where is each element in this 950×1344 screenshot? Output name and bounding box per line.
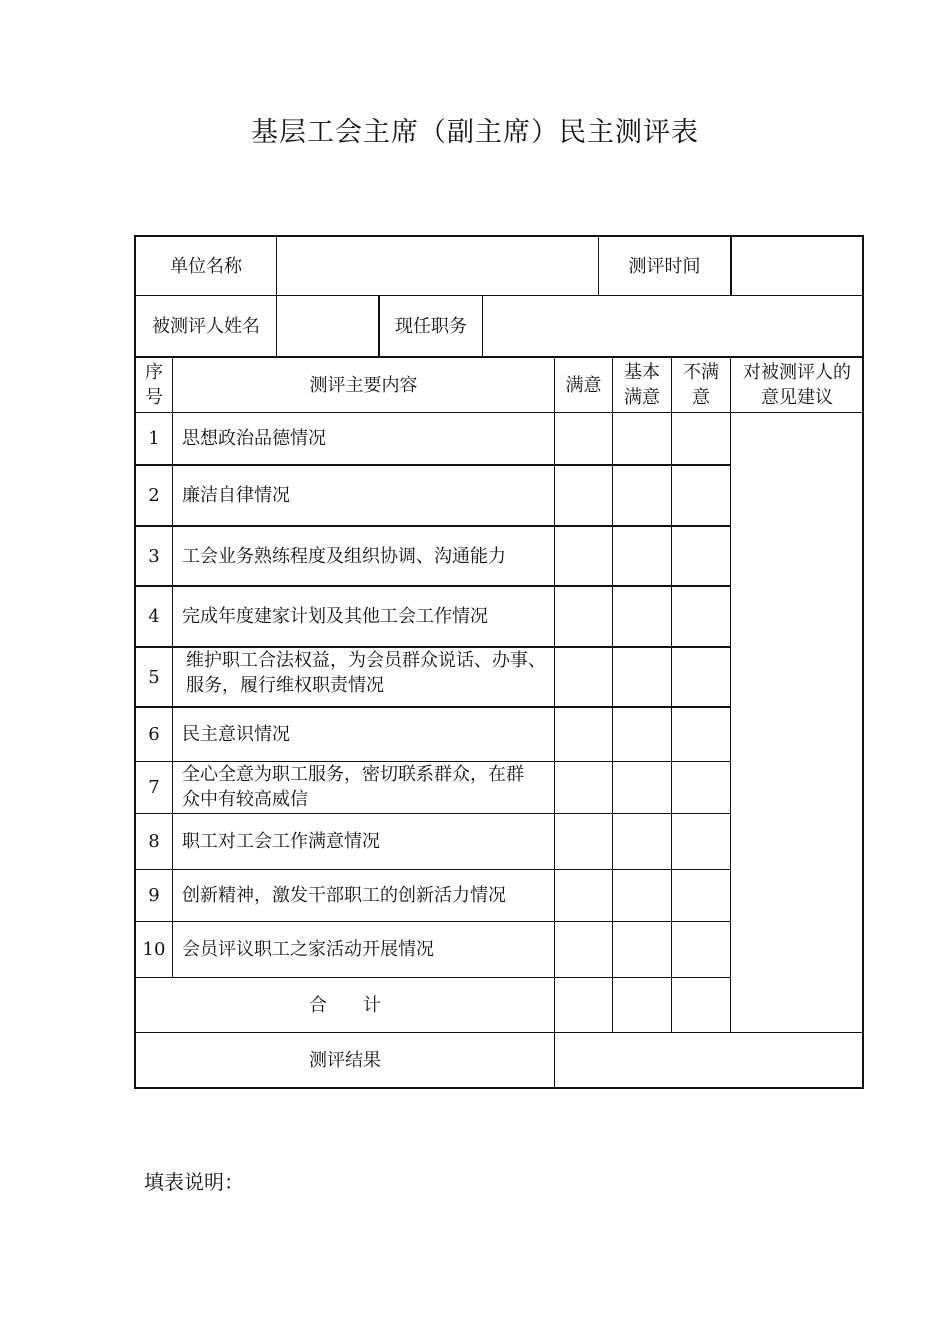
header-basic-line1: 基本 xyxy=(624,362,660,383)
rating-satisfied-cell[interactable] xyxy=(555,587,612,646)
rating-satisfied-cell[interactable] xyxy=(555,466,612,525)
header-unsat-line1: 不满 xyxy=(683,362,719,383)
rating-basic-cell[interactable] xyxy=(613,587,671,646)
row-content-text: 完成年度建家计划及其他工会工作情况 xyxy=(182,606,488,627)
evaluation-time-field[interactable] xyxy=(732,237,862,295)
row-content-text: 职工对工会工作满意情况 xyxy=(182,831,380,852)
row-number: 9 xyxy=(148,885,160,906)
current-position-field[interactable] xyxy=(483,296,862,356)
rating-basic-cell[interactable] xyxy=(613,708,671,761)
rating-unsatisfied-cell[interactable] xyxy=(672,413,730,464)
rating-satisfied-cell[interactable] xyxy=(555,527,612,585)
row-content xyxy=(173,413,554,464)
rating-unsatisfied-cell[interactable] xyxy=(672,527,730,585)
rating-satisfied-cell[interactable] xyxy=(555,870,612,921)
rating-satisfied-cell[interactable] xyxy=(555,648,612,706)
total-label: 合 计 xyxy=(309,994,381,1016)
header-seq-line1: 序 xyxy=(145,362,163,383)
row-number: 5 xyxy=(148,666,160,688)
rating-basic-cell[interactable] xyxy=(613,527,671,585)
row-number: 7 xyxy=(148,777,160,798)
row-content xyxy=(173,708,554,761)
rating-satisfied-cell[interactable] xyxy=(555,708,612,761)
row-number: 1 xyxy=(148,428,160,449)
row-content-line2: 众中有较高威信 xyxy=(182,789,308,810)
row-content-text: 创新精神，激发干部职工的创新活力情况 xyxy=(182,885,506,906)
table-border-right xyxy=(862,235,864,1089)
evaluation-time-label: 测评时间 xyxy=(628,255,701,277)
row-number: 3 xyxy=(148,545,160,567)
rating-satisfied-cell[interactable] xyxy=(555,922,612,977)
rating-unsatisfied-cell[interactable] xyxy=(672,814,730,869)
row-number: 4 xyxy=(148,606,160,627)
row-content-text: 会员评议职工之家活动开展情况 xyxy=(182,939,434,960)
row-content-text: 思想政治品德情况 xyxy=(182,428,326,449)
total-satisfied-cell[interactable] xyxy=(555,978,612,1032)
rating-satisfied-cell[interactable] xyxy=(555,762,612,813)
rating-basic-cell[interactable] xyxy=(613,762,671,813)
header-seq xyxy=(136,358,172,412)
row-content-text: 工会业务熟练程度及组织协调、沟通能力 xyxy=(182,545,506,567)
rating-unsatisfied-cell[interactable] xyxy=(672,870,730,921)
rating-basic-cell[interactable] xyxy=(613,870,671,921)
unit-name-field[interactable] xyxy=(277,237,598,295)
rating-basic-cell[interactable] xyxy=(613,466,671,525)
table-border-bottom xyxy=(134,1087,864,1089)
rating-basic-cell[interactable] xyxy=(613,648,671,706)
row-content-line1: 全心全意为职工服务，密切联系群众，在群 xyxy=(182,764,524,785)
header-satisfied: 满意 xyxy=(565,374,602,396)
header-advice xyxy=(732,358,862,412)
total-unsatisfied-cell[interactable] xyxy=(672,978,730,1032)
row-content-text: 民主意识情况 xyxy=(182,724,290,745)
rating-unsatisfied-cell[interactable] xyxy=(672,762,730,813)
row-number: 2 xyxy=(148,485,160,506)
rating-unsatisfied-cell[interactable] xyxy=(672,466,730,525)
total-basic-cell[interactable] xyxy=(613,978,671,1032)
rating-unsatisfied-cell[interactable] xyxy=(672,587,730,646)
header-basic-satisfied xyxy=(613,358,671,412)
advice-field[interactable] xyxy=(731,413,862,1032)
row-content xyxy=(173,648,554,706)
row-content xyxy=(173,870,554,921)
row-content xyxy=(173,527,554,585)
header-unsatisfied xyxy=(672,358,730,412)
row-number: 8 xyxy=(148,831,160,852)
header-basic-line2: 满意 xyxy=(624,387,660,408)
row-content xyxy=(173,762,554,813)
header-seq-line2: 号 xyxy=(145,387,163,408)
rating-basic-cell[interactable] xyxy=(613,814,671,869)
header-advice-line1: 对被测评人的 xyxy=(743,362,851,383)
form-instructions-label: 填表说明： xyxy=(144,1170,244,1194)
header-advice-line2: 意见建议 xyxy=(761,387,833,408)
row-content xyxy=(173,587,554,646)
row-content xyxy=(173,466,554,525)
evaluatee-name-label: 被测评人姓名 xyxy=(152,315,260,337)
row-content-line2: 服务，履行维权职责情况 xyxy=(186,675,384,696)
result-label: 测评结果 xyxy=(309,1049,381,1071)
rating-satisfied-cell[interactable] xyxy=(555,413,612,464)
row-content xyxy=(173,814,554,869)
rating-satisfied-cell[interactable] xyxy=(555,814,612,869)
rating-unsatisfied-cell[interactable] xyxy=(672,648,730,706)
unit-name-label: 单位名称 xyxy=(170,255,242,277)
page-title: 基层工会主席（副主席）民主测评表 xyxy=(251,117,699,148)
rating-basic-cell[interactable] xyxy=(613,922,671,977)
header-content: 测评主要内容 xyxy=(309,374,418,396)
header-unsat-line2: 意 xyxy=(692,387,710,408)
row-number: 10 xyxy=(142,939,166,960)
current-position-label: 现任职务 xyxy=(395,315,467,337)
evaluatee-name-field[interactable] xyxy=(277,296,378,356)
row-number: 6 xyxy=(148,724,160,745)
rating-unsatisfied-cell[interactable] xyxy=(672,708,730,761)
rating-basic-cell[interactable] xyxy=(613,413,671,464)
row-content-text: 廉洁自律情况 xyxy=(182,485,290,506)
rating-unsatisfied-cell[interactable] xyxy=(672,922,730,977)
result-field[interactable] xyxy=(555,1033,862,1087)
row-content xyxy=(173,922,554,977)
row-content-line1: 维护职工合法权益，为会员群众说话、办事、 xyxy=(186,650,546,671)
